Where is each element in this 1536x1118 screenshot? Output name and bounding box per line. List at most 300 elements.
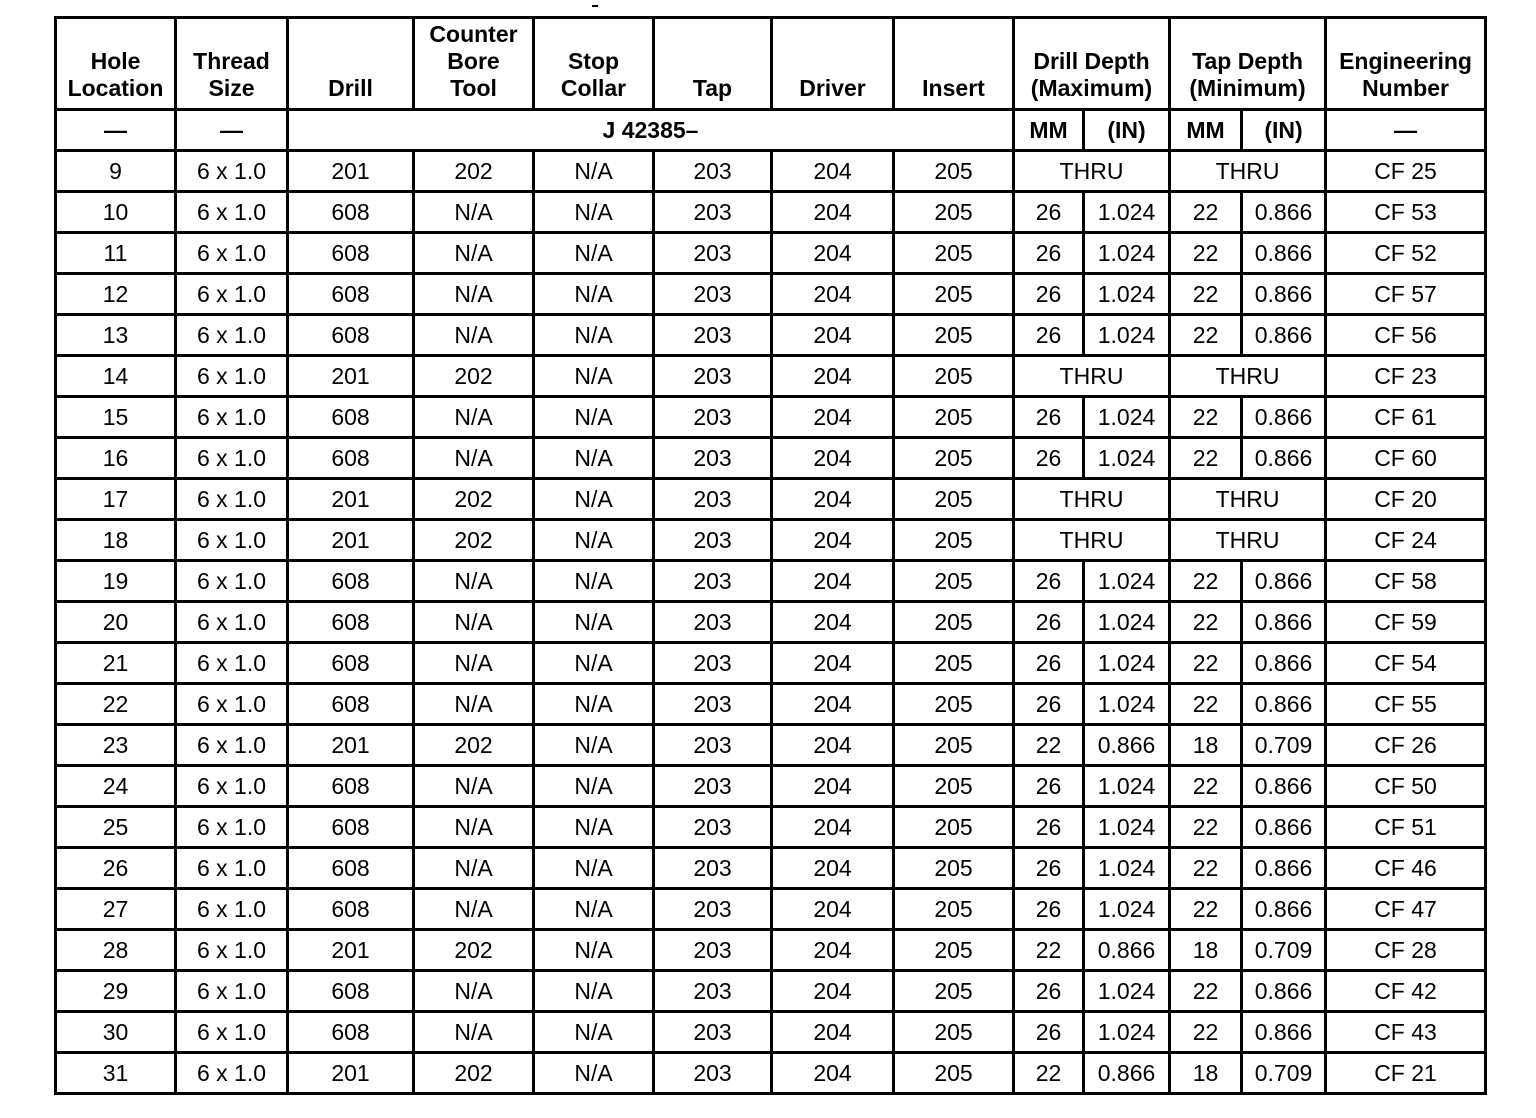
cell-drill: 608 bbox=[288, 848, 414, 889]
cell-stop-collar: N/A bbox=[534, 1053, 654, 1094]
cell-tap: 203 bbox=[654, 1012, 772, 1053]
cell-tap: 203 bbox=[654, 766, 772, 807]
cell-thread-size: 6 x 1.0 bbox=[176, 889, 288, 930]
cell-drill: 608 bbox=[288, 274, 414, 315]
cell-stop-collar: N/A bbox=[534, 602, 654, 643]
cell-engineering-number: CF 46 bbox=[1326, 848, 1486, 889]
cell-tap-depth-in: 0.866 bbox=[1242, 274, 1326, 315]
cell-counter-bore-tool: N/A bbox=[414, 766, 534, 807]
table-row bbox=[56, 971, 1486, 1012]
cell-tap-depth-mm: 22 bbox=[1170, 848, 1242, 889]
cell-driver: 204 bbox=[772, 479, 894, 520]
table-row bbox=[56, 602, 1486, 643]
cell-tap-depth-in: 0.866 bbox=[1242, 315, 1326, 356]
subheader-tap-in: (IN) bbox=[1242, 110, 1326, 151]
cell-drill-depth-mm: 26 bbox=[1014, 684, 1084, 725]
cell-tap: 203 bbox=[654, 356, 772, 397]
cell-engineering-number: CF 58 bbox=[1326, 561, 1486, 602]
cell-tap-depth-in: 0.866 bbox=[1242, 192, 1326, 233]
cell-insert: 205 bbox=[894, 192, 1014, 233]
cell-thread-size: 6 x 1.0 bbox=[176, 971, 288, 1012]
cell-driver: 204 bbox=[772, 930, 894, 971]
cell-tap-depth-mm: 22 bbox=[1170, 233, 1242, 274]
cell-drill-depth-mm: 26 bbox=[1014, 889, 1084, 930]
table-row bbox=[56, 520, 1486, 561]
cell-drill: 201 bbox=[288, 725, 414, 766]
cell-tap-depth-in: 0.866 bbox=[1242, 643, 1326, 684]
cell-hole-location: 31 bbox=[56, 1053, 176, 1094]
cell-stop-collar: N/A bbox=[534, 274, 654, 315]
cell-hole-location: 18 bbox=[56, 520, 176, 561]
cell-counter-bore-tool: N/A bbox=[414, 643, 534, 684]
cell-engineering-number: CF 55 bbox=[1326, 684, 1486, 725]
cell-stop-collar: N/A bbox=[534, 561, 654, 602]
table-row bbox=[56, 643, 1486, 684]
cell-driver: 204 bbox=[772, 561, 894, 602]
cell-counter-bore-tool: N/A bbox=[414, 807, 534, 848]
cell-counter-bore-tool: N/A bbox=[414, 315, 534, 356]
cell-driver: 204 bbox=[772, 971, 894, 1012]
cell-counter-bore-tool: N/A bbox=[414, 192, 534, 233]
cell-tap: 203 bbox=[654, 520, 772, 561]
cell-tap: 203 bbox=[654, 889, 772, 930]
cell-drill: 608 bbox=[288, 889, 414, 930]
cell-drill: 201 bbox=[288, 356, 414, 397]
cell-hole-location: 25 bbox=[56, 807, 176, 848]
cell-tap-depth-mm: 22 bbox=[1170, 192, 1242, 233]
cell-hole-location: 19 bbox=[56, 561, 176, 602]
cell-insert: 205 bbox=[894, 151, 1014, 192]
cell-thread-size: 6 x 1.0 bbox=[176, 520, 288, 561]
cell-insert: 205 bbox=[894, 848, 1014, 889]
cell-drill-depth-in: 0.866 bbox=[1084, 1053, 1170, 1094]
cell-drill-depth-mm: 26 bbox=[1014, 274, 1084, 315]
cell-insert: 205 bbox=[894, 602, 1014, 643]
cell-drill-depth-in: 1.024 bbox=[1084, 889, 1170, 930]
cell-engineering-number: CF 60 bbox=[1326, 438, 1486, 479]
cell-tap: 203 bbox=[654, 233, 772, 274]
cell-hole-location: 16 bbox=[56, 438, 176, 479]
cell-tap-depth-mm: 22 bbox=[1170, 684, 1242, 725]
cell-tap-depth-in: 0.866 bbox=[1242, 848, 1326, 889]
cell-insert: 205 bbox=[894, 1012, 1014, 1053]
cell-tap-depth-in: 0.709 bbox=[1242, 1053, 1326, 1094]
cell-drill: 201 bbox=[288, 930, 414, 971]
cell-drill-depth-mm: 26 bbox=[1014, 315, 1084, 356]
cell-drill-depth: THRU bbox=[1014, 356, 1170, 397]
cell-drill: 608 bbox=[288, 397, 414, 438]
cell-driver: 204 bbox=[772, 807, 894, 848]
table-row bbox=[56, 151, 1486, 192]
cell-engineering-number: CF 50 bbox=[1326, 766, 1486, 807]
cell-drill-depth-mm: 26 bbox=[1014, 233, 1084, 274]
cell-insert: 205 bbox=[894, 479, 1014, 520]
cell-drill-depth-mm: 26 bbox=[1014, 192, 1084, 233]
cell-tap: 203 bbox=[654, 397, 772, 438]
header-drill-depth: Drill Depth (Maximum) bbox=[1014, 18, 1170, 110]
cell-stop-collar: N/A bbox=[534, 930, 654, 971]
table-row bbox=[56, 1053, 1486, 1094]
cell-tap-depth-mm: 18 bbox=[1170, 930, 1242, 971]
cell-drill-depth-in: 1.024 bbox=[1084, 438, 1170, 479]
cell-drill-depth: THRU bbox=[1014, 479, 1170, 520]
cell-thread-size: 6 x 1.0 bbox=[176, 930, 288, 971]
table-row bbox=[56, 233, 1486, 274]
cell-tap-depth-in: 0.709 bbox=[1242, 725, 1326, 766]
table-body bbox=[56, 151, 1486, 1094]
cell-drill: 608 bbox=[288, 315, 414, 356]
cell-insert: 205 bbox=[894, 315, 1014, 356]
tool-kit-prefix: J 42385– bbox=[288, 110, 1014, 151]
cell-engineering-number: CF 61 bbox=[1326, 397, 1486, 438]
cell-tap-depth-mm: 22 bbox=[1170, 438, 1242, 479]
subheader-drill-mm: MM bbox=[1014, 110, 1084, 151]
cell-insert: 205 bbox=[894, 520, 1014, 561]
cell-thread-size: 6 x 1.0 bbox=[176, 192, 288, 233]
cell-thread-size: 6 x 1.0 bbox=[176, 602, 288, 643]
cell-driver: 204 bbox=[772, 438, 894, 479]
cell-counter-bore-tool: 202 bbox=[414, 479, 534, 520]
cell-driver: 204 bbox=[772, 848, 894, 889]
cell-insert: 205 bbox=[894, 1053, 1014, 1094]
cell-tap-depth-in: 0.866 bbox=[1242, 602, 1326, 643]
table-row bbox=[56, 725, 1486, 766]
cell-counter-bore-tool: 202 bbox=[414, 930, 534, 971]
cell-thread-size: 6 x 1.0 bbox=[176, 643, 288, 684]
subheader-hole-dash: — bbox=[56, 110, 176, 151]
cell-drill-depth-mm: 22 bbox=[1014, 1053, 1084, 1094]
cell-engineering-number: CF 26 bbox=[1326, 725, 1486, 766]
cell-drill-depth-in: 1.024 bbox=[1084, 274, 1170, 315]
cell-driver: 204 bbox=[772, 315, 894, 356]
cell-hole-location: 30 bbox=[56, 1012, 176, 1053]
cell-drill: 608 bbox=[288, 684, 414, 725]
cell-thread-size: 6 x 1.0 bbox=[176, 356, 288, 397]
cell-tap-depth-in: 0.709 bbox=[1242, 930, 1326, 971]
cell-stop-collar: N/A bbox=[534, 807, 654, 848]
cell-tap: 203 bbox=[654, 151, 772, 192]
cell-drill-depth-mm: 26 bbox=[1014, 1012, 1084, 1053]
table-row bbox=[56, 807, 1486, 848]
cell-tap-depth-in: 0.866 bbox=[1242, 684, 1326, 725]
cell-drill-depth-in: 1.024 bbox=[1084, 233, 1170, 274]
cell-engineering-number: CF 51 bbox=[1326, 807, 1486, 848]
cell-hole-location: 28 bbox=[56, 930, 176, 971]
cell-drill: 608 bbox=[288, 807, 414, 848]
cell-drill-depth-mm: 26 bbox=[1014, 643, 1084, 684]
cell-driver: 204 bbox=[772, 643, 894, 684]
cell-counter-bore-tool: N/A bbox=[414, 274, 534, 315]
cell-tap-depth-in: 0.866 bbox=[1242, 561, 1326, 602]
cell-engineering-number: CF 25 bbox=[1326, 151, 1486, 192]
cell-thread-size: 6 x 1.0 bbox=[176, 233, 288, 274]
cell-tap: 203 bbox=[654, 274, 772, 315]
cell-stop-collar: N/A bbox=[534, 356, 654, 397]
table-row bbox=[56, 930, 1486, 971]
cell-tap-depth-in: 0.866 bbox=[1242, 971, 1326, 1012]
cell-thread-size: 6 x 1.0 bbox=[176, 315, 288, 356]
cell-hole-location: 14 bbox=[56, 356, 176, 397]
cell-insert: 205 bbox=[894, 397, 1014, 438]
cell-insert: 205 bbox=[894, 643, 1014, 684]
cell-driver: 204 bbox=[772, 397, 894, 438]
cell-stop-collar: N/A bbox=[534, 766, 654, 807]
cell-drill-depth-mm: 26 bbox=[1014, 438, 1084, 479]
header-driver: Driver bbox=[772, 18, 894, 110]
cell-insert: 205 bbox=[894, 807, 1014, 848]
cell-tap-depth-in: 0.866 bbox=[1242, 889, 1326, 930]
cell-tap: 203 bbox=[654, 725, 772, 766]
cell-stop-collar: N/A bbox=[534, 438, 654, 479]
cell-counter-bore-tool: N/A bbox=[414, 889, 534, 930]
cell-engineering-number: CF 47 bbox=[1326, 889, 1486, 930]
cell-tap-depth-in: 0.866 bbox=[1242, 233, 1326, 274]
scan-mark bbox=[592, 5, 598, 7]
cell-driver: 204 bbox=[772, 192, 894, 233]
cell-tap: 203 bbox=[654, 848, 772, 889]
cell-hole-location: 11 bbox=[56, 233, 176, 274]
cell-hole-location: 10 bbox=[56, 192, 176, 233]
cell-tap-depth: THRU bbox=[1170, 151, 1326, 192]
table-row bbox=[56, 397, 1486, 438]
header-thread-size: Thread Size bbox=[176, 18, 288, 110]
table-row bbox=[56, 889, 1486, 930]
cell-thread-size: 6 x 1.0 bbox=[176, 479, 288, 520]
cell-drill-depth-mm: 26 bbox=[1014, 766, 1084, 807]
cell-hole-location: 29 bbox=[56, 971, 176, 1012]
cell-engineering-number: CF 21 bbox=[1326, 1053, 1486, 1094]
cell-stop-collar: N/A bbox=[534, 1012, 654, 1053]
cell-tap-depth: THRU bbox=[1170, 520, 1326, 561]
cell-tap-depth: THRU bbox=[1170, 479, 1326, 520]
cell-drill-depth-mm: 22 bbox=[1014, 725, 1084, 766]
cell-tap-depth-in: 0.866 bbox=[1242, 766, 1326, 807]
cell-driver: 204 bbox=[772, 520, 894, 561]
cell-drill-depth-in: 1.024 bbox=[1084, 848, 1170, 889]
cell-tap-depth-mm: 22 bbox=[1170, 1012, 1242, 1053]
cell-driver: 204 bbox=[772, 684, 894, 725]
cell-counter-bore-tool: N/A bbox=[414, 233, 534, 274]
cell-stop-collar: N/A bbox=[534, 520, 654, 561]
table-row bbox=[56, 438, 1486, 479]
subheader-drill-in: (IN) bbox=[1084, 110, 1170, 151]
cell-tap: 203 bbox=[654, 643, 772, 684]
cell-tap-depth-mm: 22 bbox=[1170, 561, 1242, 602]
cell-drill-depth-in: 0.866 bbox=[1084, 725, 1170, 766]
cell-counter-bore-tool: N/A bbox=[414, 438, 534, 479]
cell-counter-bore-tool: N/A bbox=[414, 397, 534, 438]
cell-engineering-number: CF 57 bbox=[1326, 274, 1486, 315]
cell-counter-bore-tool: N/A bbox=[414, 1012, 534, 1053]
cell-tap-depth-mm: 22 bbox=[1170, 889, 1242, 930]
unit-subheader-row bbox=[56, 110, 1486, 151]
cell-drill: 608 bbox=[288, 643, 414, 684]
cell-thread-size: 6 x 1.0 bbox=[176, 807, 288, 848]
cell-thread-size: 6 x 1.0 bbox=[176, 397, 288, 438]
cell-thread-size: 6 x 1.0 bbox=[176, 274, 288, 315]
cell-stop-collar: N/A bbox=[534, 233, 654, 274]
cell-thread-size: 6 x 1.0 bbox=[176, 725, 288, 766]
cell-drill-depth-in: 0.866 bbox=[1084, 930, 1170, 971]
cell-driver: 204 bbox=[772, 356, 894, 397]
cell-insert: 205 bbox=[894, 561, 1014, 602]
cell-engineering-number: CF 54 bbox=[1326, 643, 1486, 684]
cell-stop-collar: N/A bbox=[534, 479, 654, 520]
cell-tap: 203 bbox=[654, 971, 772, 1012]
cell-tap-depth-mm: 22 bbox=[1170, 602, 1242, 643]
cell-stop-collar: N/A bbox=[534, 684, 654, 725]
cell-engineering-number: CF 28 bbox=[1326, 930, 1486, 971]
cell-drill-depth-in: 1.024 bbox=[1084, 1012, 1170, 1053]
cell-engineering-number: CF 43 bbox=[1326, 1012, 1486, 1053]
cell-tap-depth-mm: 18 bbox=[1170, 725, 1242, 766]
table-row bbox=[56, 192, 1486, 233]
cell-tap: 203 bbox=[654, 192, 772, 233]
cell-counter-bore-tool: N/A bbox=[414, 848, 534, 889]
cell-drill-depth-in: 1.024 bbox=[1084, 561, 1170, 602]
cell-tap-depth-mm: 22 bbox=[1170, 971, 1242, 1012]
cell-hole-location: 13 bbox=[56, 315, 176, 356]
cell-drill-depth-mm: 26 bbox=[1014, 971, 1084, 1012]
cell-insert: 205 bbox=[894, 356, 1014, 397]
cell-stop-collar: N/A bbox=[534, 151, 654, 192]
cell-drill: 201 bbox=[288, 520, 414, 561]
cell-insert: 205 bbox=[894, 725, 1014, 766]
cell-drill-depth: THRU bbox=[1014, 520, 1170, 561]
cell-drill-depth-mm: 26 bbox=[1014, 807, 1084, 848]
cell-drill-depth-in: 1.024 bbox=[1084, 766, 1170, 807]
cell-stop-collar: N/A bbox=[534, 848, 654, 889]
cell-stop-collar: N/A bbox=[534, 643, 654, 684]
cell-drill-depth-in: 1.024 bbox=[1084, 643, 1170, 684]
cell-tap-depth-in: 0.866 bbox=[1242, 438, 1326, 479]
cell-driver: 204 bbox=[772, 1012, 894, 1053]
cell-tap-depth: THRU bbox=[1170, 356, 1326, 397]
cell-drill-depth-in: 1.024 bbox=[1084, 807, 1170, 848]
cell-tap: 203 bbox=[654, 930, 772, 971]
cell-hole-location: 12 bbox=[56, 274, 176, 315]
cell-drill-depth-in: 1.024 bbox=[1084, 397, 1170, 438]
cell-insert: 205 bbox=[894, 438, 1014, 479]
cell-drill-depth-mm: 26 bbox=[1014, 397, 1084, 438]
cell-counter-bore-tool: N/A bbox=[414, 971, 534, 1012]
cell-counter-bore-tool: 202 bbox=[414, 725, 534, 766]
cell-thread-size: 6 x 1.0 bbox=[176, 684, 288, 725]
cell-thread-size: 6 x 1.0 bbox=[176, 151, 288, 192]
cell-driver: 204 bbox=[772, 725, 894, 766]
cell-insert: 205 bbox=[894, 233, 1014, 274]
header-insert: Insert bbox=[894, 18, 1014, 110]
cell-thread-size: 6 x 1.0 bbox=[176, 561, 288, 602]
cell-thread-size: 6 x 1.0 bbox=[176, 1012, 288, 1053]
cell-stop-collar: N/A bbox=[534, 971, 654, 1012]
cell-thread-size: 6 x 1.0 bbox=[176, 1053, 288, 1094]
cell-driver: 204 bbox=[772, 889, 894, 930]
cell-stop-collar: N/A bbox=[534, 889, 654, 930]
hole-specification-sheet bbox=[54, 16, 1487, 1095]
cell-tap-depth-mm: 22 bbox=[1170, 274, 1242, 315]
cell-counter-bore-tool: N/A bbox=[414, 561, 534, 602]
cell-drill: 608 bbox=[288, 1012, 414, 1053]
cell-engineering-number: CF 53 bbox=[1326, 192, 1486, 233]
cell-drill: 201 bbox=[288, 151, 414, 192]
cell-counter-bore-tool: N/A bbox=[414, 684, 534, 725]
cell-drill-depth-mm: 22 bbox=[1014, 930, 1084, 971]
cell-tap-depth-in: 0.866 bbox=[1242, 1012, 1326, 1053]
table-row bbox=[56, 315, 1486, 356]
table-row bbox=[56, 766, 1486, 807]
cell-tap-depth-mm: 22 bbox=[1170, 807, 1242, 848]
cell-engineering-number: CF 23 bbox=[1326, 356, 1486, 397]
cell-thread-size: 6 x 1.0 bbox=[176, 438, 288, 479]
cell-tap: 203 bbox=[654, 438, 772, 479]
cell-tap-depth-mm: 22 bbox=[1170, 397, 1242, 438]
cell-tap: 203 bbox=[654, 479, 772, 520]
table-row bbox=[56, 356, 1486, 397]
cell-driver: 204 bbox=[772, 766, 894, 807]
cell-drill: 608 bbox=[288, 971, 414, 1012]
cell-tap: 203 bbox=[654, 315, 772, 356]
cell-driver: 204 bbox=[772, 233, 894, 274]
cell-tap: 203 bbox=[654, 684, 772, 725]
header-drill: Drill bbox=[288, 18, 414, 110]
cell-tap: 203 bbox=[654, 561, 772, 602]
cell-tap: 203 bbox=[654, 602, 772, 643]
table-row bbox=[56, 479, 1486, 520]
cell-counter-bore-tool: 202 bbox=[414, 1053, 534, 1094]
cell-engineering-number: CF 56 bbox=[1326, 315, 1486, 356]
cell-tap-depth-in: 0.866 bbox=[1242, 807, 1326, 848]
cell-drill-depth-in: 1.024 bbox=[1084, 971, 1170, 1012]
table-row bbox=[56, 561, 1486, 602]
cell-hole-location: 21 bbox=[56, 643, 176, 684]
cell-drill: 608 bbox=[288, 602, 414, 643]
column-header-row bbox=[56, 18, 1486, 110]
cell-insert: 205 bbox=[894, 684, 1014, 725]
cell-engineering-number: CF 59 bbox=[1326, 602, 1486, 643]
cell-drill: 201 bbox=[288, 1053, 414, 1094]
cell-drill-depth-mm: 26 bbox=[1014, 561, 1084, 602]
cell-counter-bore-tool: 202 bbox=[414, 356, 534, 397]
cell-engineering-number: CF 52 bbox=[1326, 233, 1486, 274]
subheader-tap-mm: MM bbox=[1170, 110, 1242, 151]
cell-tap: 203 bbox=[654, 807, 772, 848]
cell-drill-depth-mm: 26 bbox=[1014, 848, 1084, 889]
cell-drill-depth-in: 1.024 bbox=[1084, 315, 1170, 356]
table-row bbox=[56, 1012, 1486, 1053]
cell-drill-depth-in: 1.024 bbox=[1084, 192, 1170, 233]
cell-stop-collar: N/A bbox=[534, 192, 654, 233]
cell-tap-depth-mm: 22 bbox=[1170, 766, 1242, 807]
cell-tap: 203 bbox=[654, 1053, 772, 1094]
cell-drill: 608 bbox=[288, 192, 414, 233]
cell-thread-size: 6 x 1.0 bbox=[176, 848, 288, 889]
cell-driver: 204 bbox=[772, 602, 894, 643]
cell-hole-location: 9 bbox=[56, 151, 176, 192]
cell-tap-depth-mm: 22 bbox=[1170, 315, 1242, 356]
cell-insert: 205 bbox=[894, 766, 1014, 807]
table-row bbox=[56, 274, 1486, 315]
cell-tap-depth-mm: 22 bbox=[1170, 643, 1242, 684]
header-counter-bore-tool: Counter Bore Tool bbox=[414, 18, 534, 110]
cell-stop-collar: N/A bbox=[534, 397, 654, 438]
cell-counter-bore-tool: N/A bbox=[414, 602, 534, 643]
cell-stop-collar: N/A bbox=[534, 725, 654, 766]
cell-drill-depth-in: 1.024 bbox=[1084, 684, 1170, 725]
cell-hole-location: 24 bbox=[56, 766, 176, 807]
table-row bbox=[56, 684, 1486, 725]
cell-driver: 204 bbox=[772, 151, 894, 192]
